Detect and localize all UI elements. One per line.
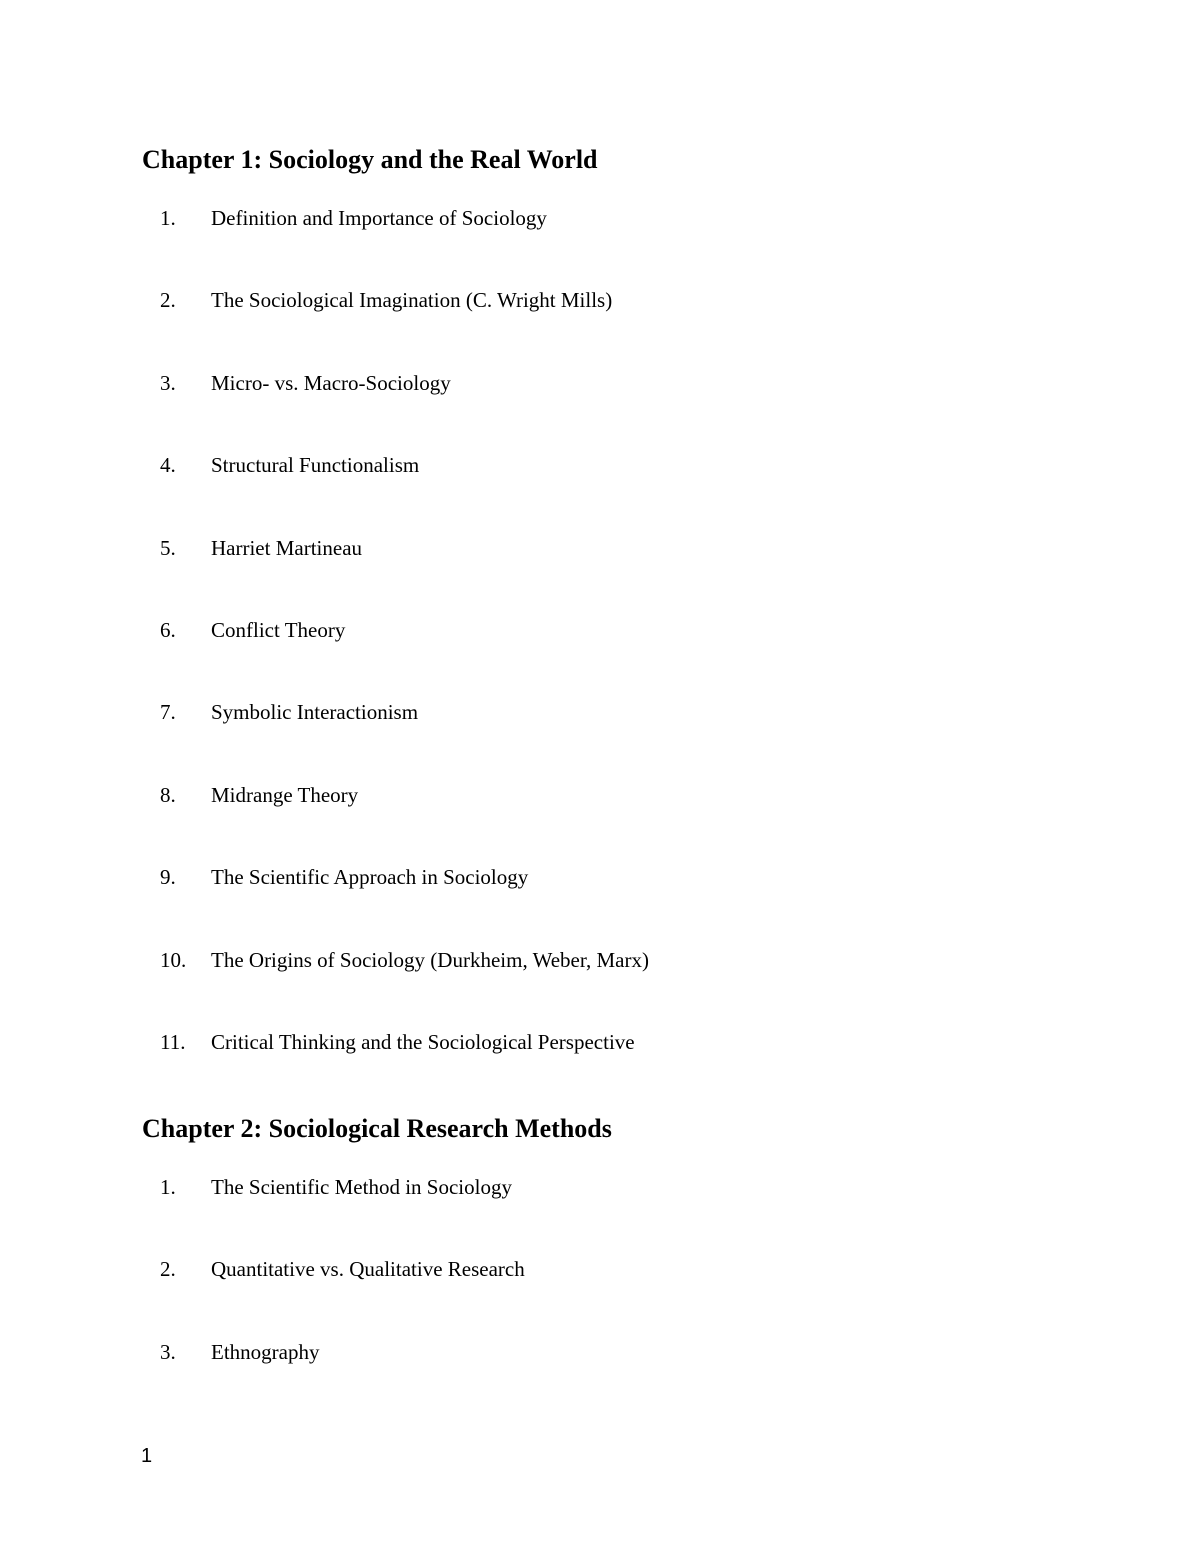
list-item-label: The Sociological Imagination (C. Wright Mills) xyxy=(211,288,613,313)
list-item-label: Harriet Martineau xyxy=(211,535,363,560)
list-item-label: Symbolic Interactionism xyxy=(211,700,419,725)
list-item-number: 8. xyxy=(160,782,176,807)
list-item-label: Critical Thinking and the Sociological Perspective xyxy=(211,1029,635,1054)
list-item-label: Quantitative vs. Qualitative Research xyxy=(211,1257,525,1282)
list-item-number: 9. xyxy=(160,865,176,890)
chapter-2-heading: Chapter 2: Sociological Research Methods xyxy=(142,1114,612,1143)
list-item-number: 3. xyxy=(160,370,176,395)
list-item-number: 2. xyxy=(160,1257,176,1282)
list-item-label: Micro- vs. Macro-Sociology xyxy=(211,370,451,395)
list-item-number: 3. xyxy=(160,1339,176,1364)
list-item-label: Midrange Theory xyxy=(211,782,359,807)
list-item-number: 1. xyxy=(160,206,176,230)
list-item-number: 5. xyxy=(160,535,176,560)
list-item-label: Definition and Importance of Sociology xyxy=(211,206,547,230)
chapter-1-heading: Chapter 1: Sociology and the Real World xyxy=(142,145,598,174)
list-item-number: 6. xyxy=(160,617,176,642)
list-item-label: The Origins of Sociology (Durkheim, Weber, Marx) xyxy=(211,947,649,972)
list-item-number: 2. xyxy=(160,288,176,313)
list-item-number: 7. xyxy=(160,700,176,725)
list-item-label: Conflict Theory xyxy=(211,617,346,642)
list-item-label: Ethnography xyxy=(211,1339,320,1364)
list-item-number: 1. xyxy=(160,1175,176,1199)
list-item-number: 10. xyxy=(160,947,187,972)
list-item-label: Structural Functionalism xyxy=(211,453,420,478)
page-number: 1 xyxy=(141,1445,153,1467)
list-item-label: The Scientific Approach in Sociology xyxy=(211,865,529,890)
list-item-label: The Scientific Method in Sociology xyxy=(211,1175,512,1199)
list-item-number: 4. xyxy=(160,453,176,478)
list-item-number: 11. xyxy=(160,1029,186,1054)
